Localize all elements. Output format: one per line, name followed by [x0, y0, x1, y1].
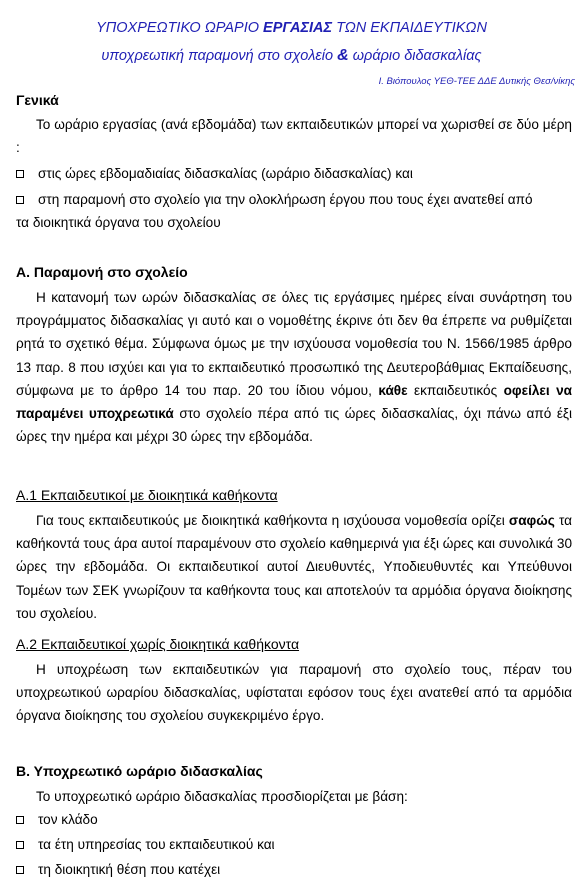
section-b-bullet-2: [16, 833, 572, 856]
author-line: Ι. Βιόπουλος ΥΕΘ-ΤΕΕ ΔΔΕ Δυτικής Θεσ/νίκης: [378, 76, 575, 87]
section-b-intro: [16, 785, 572, 808]
text-run: Για τους εκπαιδευτικούς με διοικητικά καθήκοντα η ισχύουσα νομοθεσία ορίζει: [36, 513, 509, 528]
general-intro: [16, 113, 572, 159]
title-text: ΥΠΟΧΡΕΩΤΙΚΟ ΩΡΑΡΙΟ: [96, 20, 264, 36]
document-subtitle: [0, 47, 583, 65]
general-bullet-1: [16, 162, 572, 185]
bullet-text: τον κλάδο: [38, 812, 98, 827]
bold-run: κάθε: [378, 382, 408, 398]
bullet-square-icon: [16, 816, 24, 824]
title-text-end: ΤΩΝ ΕΚΠΑΙΔΕΥΤΙΚΩΝ: [332, 20, 487, 36]
document-title: [0, 20, 583, 36]
subtitle-text: υποχρεωτική παραμονή στο σχολείο: [101, 48, 338, 64]
subtitle-text-end: ωράριο διδασκαλίας: [348, 48, 482, 64]
section-a2-paragraph: [16, 658, 572, 728]
bold-run: οφείλει να παραμένει υποχρεωτικά: [16, 382, 573, 422]
section-b-bullet-1: [16, 808, 572, 831]
general-bullet-2: [16, 188, 572, 234]
section-a-paragraph-text: [16, 286, 572, 448]
section-a1-paragraph: [16, 509, 572, 625]
text-run: στο σχολείο πέρα από τις ώρες διδασκαλίας, όχι πάνω από έξι ώρες την ημέρα και μέχρι 30 ώρες την εβδομάδα.: [16, 406, 572, 445]
bold-run: σαφώς: [508, 513, 555, 528]
section-a2-paragraph-text: Η υποχρέωση των εκπαιδευτικών για παραμονή στο σχολείο τους, πέραν του υποχρεωτικού ωραρίου διδασκαλίας, υφίσταται εφόσον τους έχει ανατεθεί από τα αρμόδια όργανα διοίκησης του σχολείου συγκεκριμένο έργο.: [16, 662, 572, 724]
text-run: εκπαιδευτικός: [407, 382, 504, 398]
text-run: Η κατανομή των ωρών διδασκαλίας σε όλες τις εργάσιμες ημέρες είναι συνάρτηση του προγράμματος διδασκαλίας γι αυτό και ο νομοθέτης έκρινε ότι δεν θα έπρεπε να ρυθμίζεται ρητά το σχετικό θέμα. Σύμφωνα όμως με την ισχύουσα νομοθεσία του Ν. 1566/1985 άρθρο 13 παρ. 8 που ισχύει και για το εκπαιδευτικό προσωπικό της Δευτεροβάθμιας Εκπαίδευσης, σύμφωνα με το άρθρο 14 του παρ. 20 του ίδιου νόμου,: [16, 290, 572, 398]
title-bold-text: ΕΡΓΑΣΙΑΣ: [263, 20, 333, 36]
section-a-paragraph: [16, 286, 572, 448]
section-b-bullet-3: [16, 858, 572, 881]
subtitle-ampersand: &: [337, 47, 349, 64]
heading-a2: Α.2 Εκπαιδευτικοί χωρίς διοικητικά καθήκοντα: [16, 636, 300, 652]
bullet-square-icon: [16, 170, 24, 178]
bullet-text: τη διοικητική θέση που κατέχει: [38, 862, 221, 877]
text-run: τα καθήκοντά τους άρα αυτοί παραμένουν στο σχολείο καθημερινά για έξι ώρες και συνολικά 30 ώρες την εβδομάδα. Οι εκπαιδευτικοί αυτοί Διευθυντές, Υποδιευθυντές και Υπεύθυνοι Τομέων των ΣΕΚ γνωρίζουν τα καθήκοντα τους και αποτελούν τα αρμόδια όργανα διοίκησης του σχολείου.: [16, 513, 572, 621]
section-a1-paragraph-text: [16, 509, 572, 625]
heading-a1: Α.1 Εκπαιδευτικοί με διοικητικά καθήκοντα: [16, 487, 278, 503]
bullet-square-icon: [16, 841, 24, 849]
heading-section-b: Β. Υποχρεωτικό ωράριο διδασκαλίας: [16, 763, 263, 779]
bullet-text: στη παραμονή στο σχολείο για την ολοκλήρωση έργου που τους έχει ανατεθεί από: [38, 192, 533, 207]
bullet-square-icon: [16, 196, 24, 204]
general-intro-text: Το ωράριο εργασίας (ανά εβδομάδα) των εκπαιδευτικών μπορεί να χωρισθεί σε δύο μέρη :: [16, 117, 572, 156]
section-b-intro-text: Το υποχρεωτικό ωράριο διδασκαλίας προσδιορίζεται με βάση:: [36, 789, 408, 804]
bullet-square-icon: [16, 866, 24, 874]
bullet-text: στις ώρες εβδομαδιαίας διδασκαλίας (ωράριο διδασκαλίας) και: [38, 166, 413, 181]
bullet-text: τα έτη υπηρεσίας του εκπαιδευτικού και: [38, 837, 275, 852]
heading-general: Γενικά: [16, 92, 59, 108]
heading-section-a: Α. Παραμονή στο σχολείο: [16, 264, 188, 280]
bullet-text-continued: τα διοικητικά όργανα του σχολείου: [16, 215, 221, 231]
